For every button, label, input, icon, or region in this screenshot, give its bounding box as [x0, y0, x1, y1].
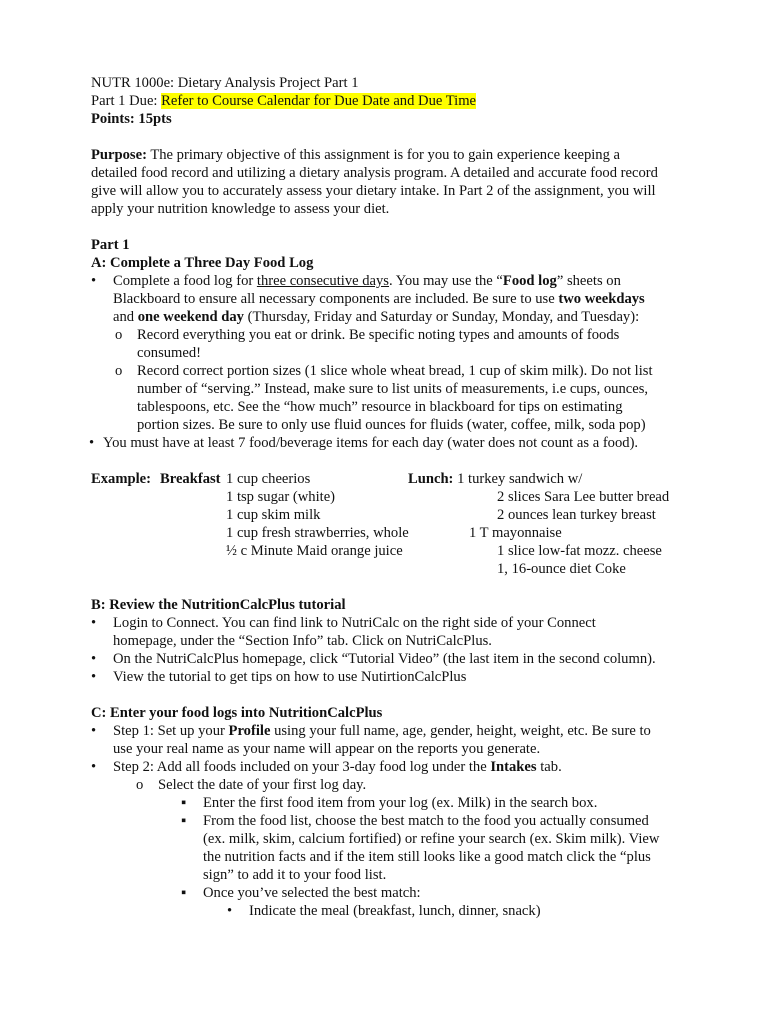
circle-bullet-icon: o	[115, 363, 123, 379]
square-bullet-icon: ▪	[181, 885, 187, 901]
sub-list-item: o Record everything you eat or drink. Be specific noting types and amounts of foods	[115, 327, 620, 343]
list-item: • Step 2: Add all foods included on your 3-day food log under the Intakes tab.	[91, 759, 562, 775]
list-item: • Step 1: Set up your Profile using your full name, age, gender, height, weight, etc. Be sure to	[91, 723, 651, 739]
dot-list-item: • Indicate the meal (breakfast, lunch, dinner, snack)	[227, 903, 541, 919]
sub-list-item: o Record correct portion sizes (1 slice whole wheat bread, 1 cup of skim milk). Do not list	[115, 363, 653, 379]
due-line	[91, 92, 691, 110]
bullet-icon: •	[89, 435, 95, 451]
sub-list-item: o Select the date of your first log day.	[136, 777, 367, 793]
list-item: • View the tutorial to get tips on how to use NutirtionCalcPlus	[91, 669, 467, 685]
square-bullet-icon: ▪	[181, 795, 187, 811]
circle-bullet-icon: o	[136, 777, 144, 793]
sub-sub-list-item: ▪ Once you’ve selected the best match:	[181, 885, 421, 901]
bullet-icon: •	[91, 759, 97, 775]
due-highlight: Refer to Course Calendar for Due Date and Due Time	[161, 93, 477, 109]
list-item: • On the NutriCalcPlus homepage, click “Tutorial Video” (the last item in the second column).	[91, 651, 656, 667]
section-c-title: C: Enter your food logs into NutritionCalcPlus	[91, 705, 383, 721]
list-item: • Login to Connect. You can find link to NutriCalc on the right side of your Connect	[91, 615, 596, 631]
bullet-icon: •	[91, 615, 97, 631]
bullet-icon: •	[91, 273, 97, 289]
purpose-label: Purpose:	[91, 147, 147, 163]
points-line: Points: 15pts	[91, 111, 172, 127]
breakfast-label: Breakfast	[160, 471, 221, 487]
purpose-line-2: detailed food record and utilizing a dietary analysis program. A detailed and accurate food record	[91, 165, 658, 181]
example-label: Example:	[91, 471, 151, 487]
part1-title: Part 1	[91, 237, 130, 253]
due-label: Part 1 Due:	[91, 93, 162, 109]
section-b-title: B: Review the NutritionCalcPlus tutorial	[91, 597, 346, 613]
bullet-icon: •	[91, 723, 97, 739]
sub-sub-list-item: ▪ Enter the first food item from your log (ex. Milk) in the search box.	[181, 795, 598, 811]
bullet-icon: •	[91, 651, 97, 667]
list-item: • Complete a food log for three consecutive days. You may use the “Food log” sheets on	[91, 273, 621, 289]
bullet-icon: •	[227, 903, 233, 919]
example-block: Example: Breakfast 1 cup cheerios 1 tsp sugar (white) 1 cup skim milk 1 cup fresh strawberries, whole ½ c Minute Maid orange juice Lunch: 1 turkey sandwich w/ 2 slices Sara Lee butter bread 2 ounces lean turkey breast 1 T mayonnaise 1 slice low-fat mozz. cheese 1, 16-ounce diet Coke	[91, 471, 670, 577]
section-a-title: A: Complete a Three Day Food Log	[91, 255, 314, 271]
list-item: • You must have at least 7 food/beverage items for each day (water does not count as a food).	[89, 435, 639, 451]
sub-sub-list-item: ▪ From the food list, choose the best match to the food you actually consumed	[181, 813, 649, 829]
lunch-label: Lunch:	[408, 471, 454, 487]
square-bullet-icon: ▪	[181, 813, 187, 829]
bullet-icon: •	[91, 669, 97, 685]
purpose-line-1: Purpose: The primary objective of this assignment is for you to gain experience keeping a	[91, 147, 621, 163]
course-title: NUTR 1000e: Dietary Analysis Project Part 1	[91, 75, 359, 91]
purpose-line-4: apply your nutrition knowledge to assess your diet.	[91, 201, 390, 217]
document-page: NUTR 1000e: Dietary Analysis Project Part 1 Part 1 Due: Refer to Course Calendar for Due Date and Due Time Points: 15pts Purpose: The primary objective of this assignment is for you to gain experience keeping a detailed food record and utilizing a dietary analysis program. A detailed and accurate food record give will allow you to accurately assess your dietary intake. In Part 2 of the assignment, you will apply your nutrition knowledge to assess your diet. Part 1 A: Complete a Three Day Food Log • Complete a food log for three consecutive days. You may use the “Food log” sheets on Blackboard to ensure all necessary components are included. Be sure to use two weekdays and one weekend day (Thursday, Friday and Saturday or Sunday, Monday, and Tuesday): o Record everything you eat or drink. Be specific noting types and amounts of foods consumed! o Record correct portion sizes (1 slice whole wheat bread, 1 cup of skim milk). Do not list number of “serving.” Instead, make sure to list units of measurements, i.e cups, ounces, tablespoons, etc. See the “how much” resource in blackboard for tips on estimating portion sizes. Be sure to only use fluid ounces for fluids (water, coffee, milk, soda pop) • You must have at least 7 food/beverage items for each day (water does not count as a food). Example: Breakfast 1 cup cheerios 1 tsp sugar (white) 1 cup skim milk 1 cup fresh strawberries, whole ½ c Minute Maid orange juice Lunch: 1 turkey sandwich w/ 2 slices Sara Lee butter bread 2 ounces lean turkey breast 1 T mayonnaise 1 slice low-fat mozz. cheese 1, 16-ounce diet Coke B: Review the NutritionCalcPlus tutorial • Login to Connect. You can find link to NutriCalc on the right side of your Connect homepage, under the “Section Info” tab. Click on NutriCalcPlus. • On the NutriCalcPlus homepage, click “Tutorial Video” (the last item in the second column). • View the tutorial to get tips on how to use NutirtionCalcPlus C: Enter your food logs into NutritionCalcPlus • Step 1: Set up your Profile using your full name, age, gender, height, weight, etc. Be sure to use your real name as your name will appear on the reports you generate. • Step 2: Add all foods included on your 3-day food log under the Intakes tab. o Select the date of your first log day. ▪ Enter the first food item from your log (ex. Milk) in the search box. ▪ From the food list, choose the best match to the food you actually consumed (ex. milk, skim, calcium fortified) or refine your search (ex. Skim milk). View the nutrition facts and if the item still looks like a good match click the “plus sign” to add it to your food list. ▪ Once you’ve selected the best match: • Indicate the meal (breakfast, lunch, dinner, snack)	[91, 74, 691, 920]
circle-bullet-icon: o	[115, 327, 123, 343]
purpose-line-3: give will allow you to accurately assess your dietary intake. In Part 2 of the assignment, you will	[91, 183, 656, 199]
